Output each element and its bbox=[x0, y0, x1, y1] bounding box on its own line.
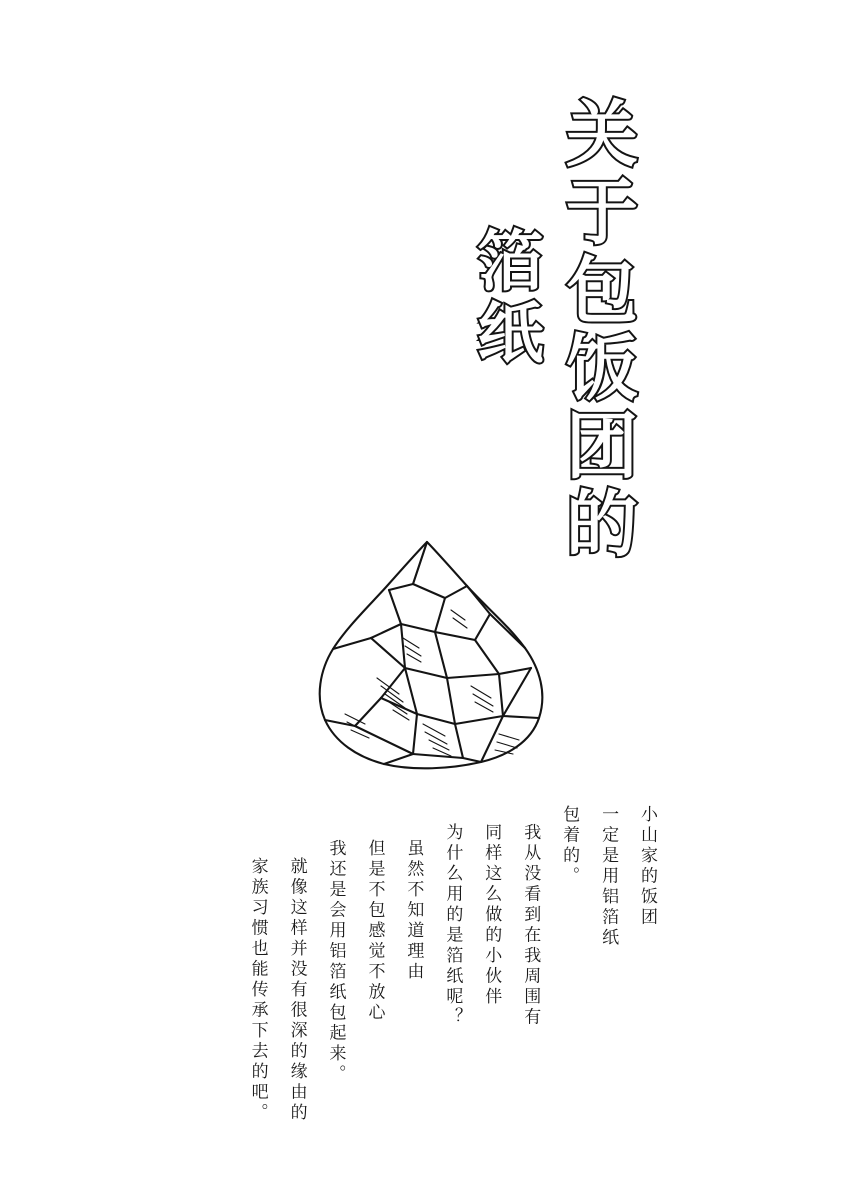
title-line-main: 关于包饭团的 bbox=[554, 96, 638, 564]
text-column: 小山家的饭团 bbox=[637, 805, 657, 928]
text-column: 家族习惯也能传承下去的吧。 bbox=[247, 857, 268, 1124]
text-column: 包着的。 bbox=[559, 805, 580, 887]
text-column: 虽然不知道理由 bbox=[403, 839, 424, 983]
page-title bbox=[330, 96, 650, 564]
onigiri-illustration bbox=[285, 528, 575, 793]
text-column: 但是不包感觉不放心 bbox=[364, 839, 385, 1024]
body-text-block bbox=[188, 805, 658, 1125]
text-column: 就像这样并没有很深的缘由的 bbox=[286, 857, 307, 1124]
text-column: 我从没看到在我周围有 bbox=[520, 823, 541, 1028]
title-line-sub: 箔纸 bbox=[466, 226, 543, 370]
text-column: 我还是会用铝箔纸包起来。 bbox=[325, 839, 346, 1085]
text-column: 一定是用铝箔纸 bbox=[598, 805, 619, 949]
text-column: 为什么用的是箔纸呢？ bbox=[442, 823, 463, 1028]
text-column: 同样这么做的小伙伴 bbox=[481, 823, 502, 1008]
